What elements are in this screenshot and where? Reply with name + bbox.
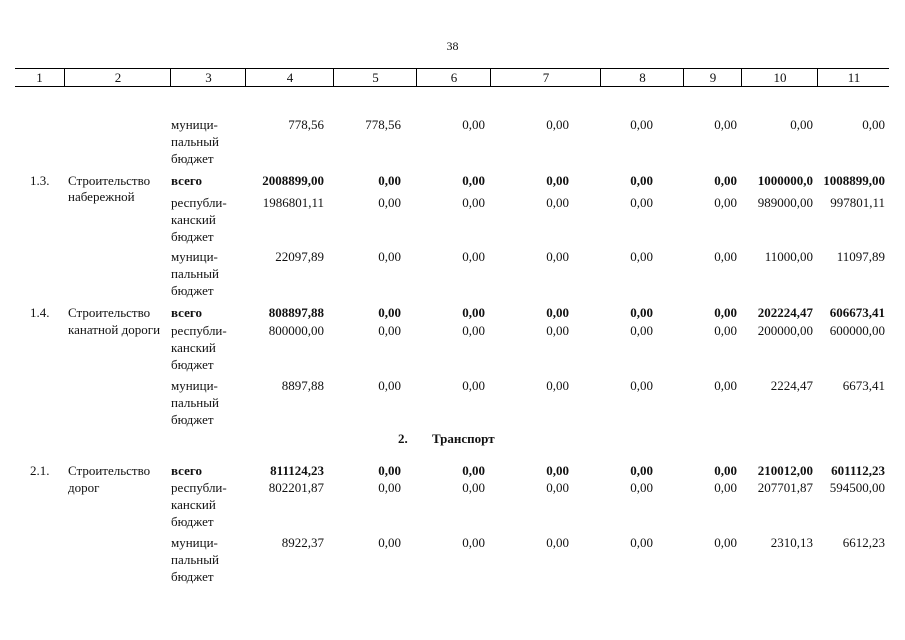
value-cell: 601112,23 <box>831 463 885 478</box>
source-municipal: муници- пальный бюджет <box>171 535 219 584</box>
value-cell: 1008899,00 <box>823 173 885 188</box>
header-col-11: 11 <box>817 69 890 86</box>
header-col-6: 6 <box>416 69 491 86</box>
value-cell: 778,56 <box>365 117 401 132</box>
value-cell: 0,00 <box>630 305 653 320</box>
source-total: всего <box>171 305 202 320</box>
column-number-header <box>15 68 889 87</box>
value-cell: 0,00 <box>714 480 737 495</box>
value-cell: 0,00 <box>546 535 569 550</box>
item-number: 1.3. <box>30 173 50 188</box>
value-cell: 8897,88 <box>281 378 324 393</box>
header-col-2: 2 <box>64 69 171 86</box>
value-cell: 0,00 <box>546 173 569 188</box>
source-total: всего <box>171 173 202 188</box>
header-col-5: 5 <box>333 69 417 86</box>
source-total: всего <box>171 463 202 478</box>
value-cell: 0,00 <box>630 535 653 550</box>
value-cell: 0,00 <box>714 195 737 210</box>
source-republican: республи- канский бюджет <box>171 195 227 244</box>
item-name: Строительство <box>68 463 151 478</box>
value-cell: 0,00 <box>630 173 653 188</box>
value-cell: 0,00 <box>862 117 885 132</box>
value-cell: 811124,23 <box>270 463 324 478</box>
value-cell: 0,00 <box>462 323 485 338</box>
value-cell: 0,00 <box>378 378 401 393</box>
value-cell: 0,00 <box>462 480 485 495</box>
value-cell: 207701,87 <box>757 480 813 495</box>
value-cell: 0,00 <box>630 378 653 393</box>
value-cell: 2008899,00 <box>262 173 324 188</box>
value-cell: 210012,00 <box>757 463 813 478</box>
value-cell: 0,00 <box>630 323 653 338</box>
value-cell: 0,00 <box>630 249 653 264</box>
value-cell: 0,00 <box>714 378 737 393</box>
value-cell: 802201,87 <box>268 480 324 495</box>
value-cell: 11097,89 <box>836 249 885 264</box>
value-cell: 594500,00 <box>829 480 885 495</box>
value-cell: 11000,00 <box>764 249 813 264</box>
value-cell: 600000,00 <box>829 323 885 338</box>
value-cell: 0,00 <box>378 305 401 320</box>
value-cell: 0,00 <box>546 323 569 338</box>
value-cell: 1000000,0 <box>757 173 813 188</box>
value-cell: 997801,11 <box>830 195 885 210</box>
value-cell: 6673,41 <box>842 378 885 393</box>
value-cell: 0,00 <box>462 378 485 393</box>
value-cell: 6612,23 <box>842 535 885 550</box>
header-col-3: 3 <box>170 69 246 86</box>
source-municipal: муници- пальный бюджет <box>171 249 219 298</box>
value-cell: 0,00 <box>462 535 485 550</box>
value-cell: 0,00 <box>462 249 485 264</box>
value-cell: 0,00 <box>714 323 737 338</box>
header-col-9: 9 <box>683 69 742 86</box>
item-number: 1.4. <box>30 305 50 320</box>
value-cell: 0,00 <box>462 305 485 320</box>
source-municipal: муници- пальный бюджет <box>171 117 219 166</box>
value-cell: 778,56 <box>288 117 324 132</box>
item-number: 2.1. <box>30 463 50 478</box>
value-cell: 0,00 <box>630 480 653 495</box>
value-cell: 0,00 <box>714 463 737 478</box>
value-cell: 0,00 <box>546 249 569 264</box>
value-cell: 0,00 <box>462 173 485 188</box>
value-cell: 22097,89 <box>275 249 324 264</box>
item-name: Строительство <box>68 173 151 188</box>
header-col-1: 1 <box>36 70 43 85</box>
value-cell: 0,00 <box>378 249 401 264</box>
value-cell: 0,00 <box>546 195 569 210</box>
value-cell: 2310,13 <box>770 535 813 550</box>
value-cell: 1986801,11 <box>262 195 324 210</box>
value-cell: 0,00 <box>714 117 737 132</box>
value-cell: 200000,00 <box>757 323 813 338</box>
section-title: Транспорт <box>432 431 495 446</box>
item-name-continued: набережной <box>68 189 135 204</box>
value-cell: 0,00 <box>546 463 569 478</box>
value-cell: 0,00 <box>462 463 485 478</box>
value-cell: 0,00 <box>378 173 401 188</box>
value-cell: 0,00 <box>378 323 401 338</box>
item-name-continued: дорог <box>68 480 100 495</box>
header-col-4: 4 <box>245 69 334 86</box>
value-cell: 0,00 <box>714 249 737 264</box>
value-cell: 0,00 <box>378 463 401 478</box>
value-cell: 0,00 <box>714 305 737 320</box>
value-cell: 0,00 <box>714 173 737 188</box>
value-cell: 0,00 <box>378 480 401 495</box>
header-col-10: 10 <box>741 69 818 86</box>
source-republican: республи- канский бюджет <box>171 323 227 372</box>
value-cell: 0,00 <box>546 480 569 495</box>
value-cell: 0,00 <box>790 117 813 132</box>
value-cell: 0,00 <box>630 463 653 478</box>
value-cell: 0,00 <box>462 117 485 132</box>
value-cell: 0,00 <box>546 117 569 132</box>
value-cell: 808897,88 <box>268 305 324 320</box>
source-republican: республи- канский бюджет <box>171 480 227 529</box>
value-cell: 0,00 <box>378 535 401 550</box>
item-name-continued: канатной дороги <box>68 322 161 337</box>
value-cell: 0,00 <box>546 378 569 393</box>
value-cell: 0,00 <box>630 117 653 132</box>
section-number: 2. <box>398 431 408 446</box>
value-cell: 800000,00 <box>268 323 324 338</box>
value-cell: 606673,41 <box>829 305 885 320</box>
header-col-7: 7 <box>490 69 601 86</box>
value-cell: 989000,00 <box>757 195 813 210</box>
value-cell: 0,00 <box>378 195 401 210</box>
value-cell: 202224,47 <box>757 305 813 320</box>
value-cell: 0,00 <box>630 195 653 210</box>
source-municipal: муници- пальный бюджет <box>171 378 219 427</box>
value-cell: 0,00 <box>714 535 737 550</box>
value-cell: 0,00 <box>546 305 569 320</box>
item-name: Строительство <box>68 305 151 320</box>
page-number: 38 <box>446 39 459 53</box>
value-cell: 0,00 <box>462 195 485 210</box>
header-col-8: 8 <box>600 69 684 86</box>
value-cell: 2224,47 <box>770 378 813 393</box>
value-cell: 8922,37 <box>281 535 324 550</box>
